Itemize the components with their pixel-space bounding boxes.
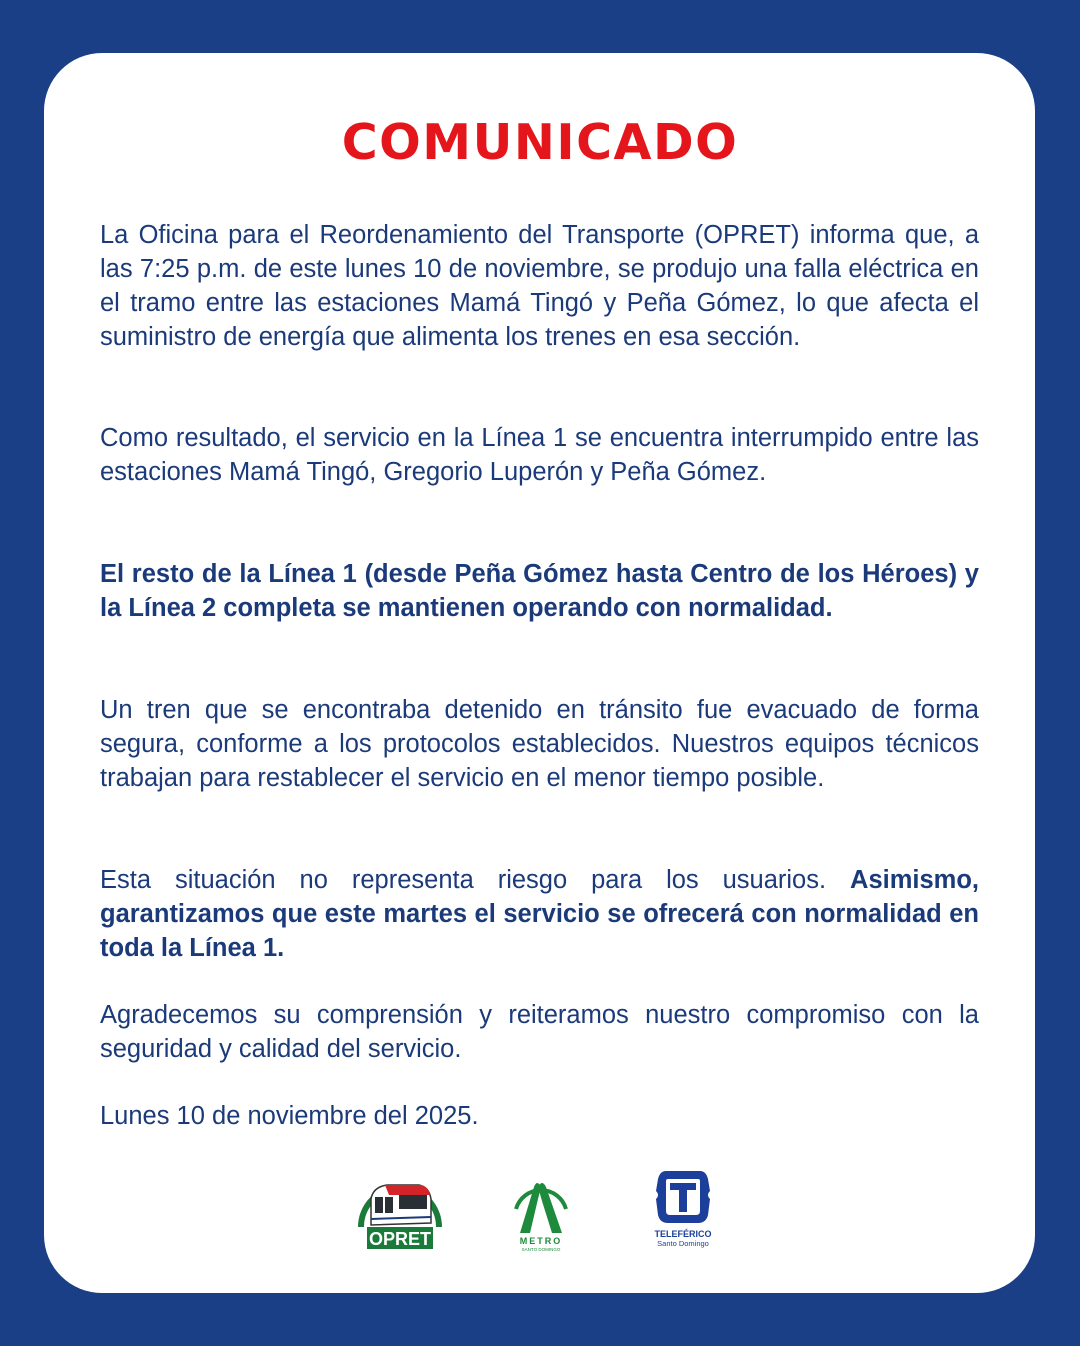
teleferico-t-icon <box>648 1165 718 1251</box>
document-date: Lunes 10 de noviembre del 2025. <box>100 1102 479 1130</box>
logo-row <box>0 1165 1080 1255</box>
paragraph-safety <box>100 863 979 965</box>
paragraph-evacuation: Un tren que se encontraba detenido en tránsito fue evacuado de forma segura, conforme a los protocolos establecidos. Nuestros equipos técnicos trabajan para restablecer el servicio en el menor tiempo posible. <box>100 696 979 792</box>
paragraph-normal-operation: El resto de la Línea 1 (desde Peña Gómez hasta Centro de los Héroes) y la Línea 2 completa se mantienen operando con normalidad. <box>100 560 979 622</box>
metro-m-icon <box>510 1165 572 1253</box>
svg-text:TELEFÉRICO: TELEFÉRICO <box>654 1229 712 1239</box>
paragraph-affected-service: Como resultado, el servicio en la Línea 1 se encuentra interrumpido entre las estaciones Mamá Tingó, Gregorio Luperón y Peña Gómez. <box>100 424 979 486</box>
page-title: COMUNICADO <box>341 114 739 171</box>
guarantee-statement: Asimismo, garantizamos que este martes el servicio se ofrecerá con normalidad en toda la Línea 1. <box>100 866 980 962</box>
svg-text:METRO: METRO <box>519 1236 563 1246</box>
metro-logo <box>510 1165 572 1253</box>
svg-text:Santo Domingo: Santo Domingo <box>657 1239 709 1248</box>
paragraph-thanks: Agradecemos su comprensión y reiteramos nuestro compromiso con la seguridad y calidad del servicio. <box>100 1001 979 1063</box>
opret-logo <box>355 1165 445 1255</box>
opret-train-icon <box>355 1165 445 1255</box>
svg-text:OPRET: OPRET <box>368 1229 432 1249</box>
teleferico-logo <box>648 1165 718 1251</box>
safety-statement: Esta situación no representa riesgo para los usuarios. <box>100 866 827 894</box>
paragraph-incident: La Oficina para el Reordenamiento del Transporte (OPRET) informa que, a las 7:25 p.m. de este lunes 10 de noviembre, se produjo una falla eléctrica en el tramo entre las estaciones Mamá Tingó y Peña Gómez, lo que afecta el suministro de energía que alimenta los trenes en esa sección. <box>100 221 979 351</box>
svg-text:SANTO DOMINGO: SANTO DOMINGO <box>521 1247 561 1252</box>
